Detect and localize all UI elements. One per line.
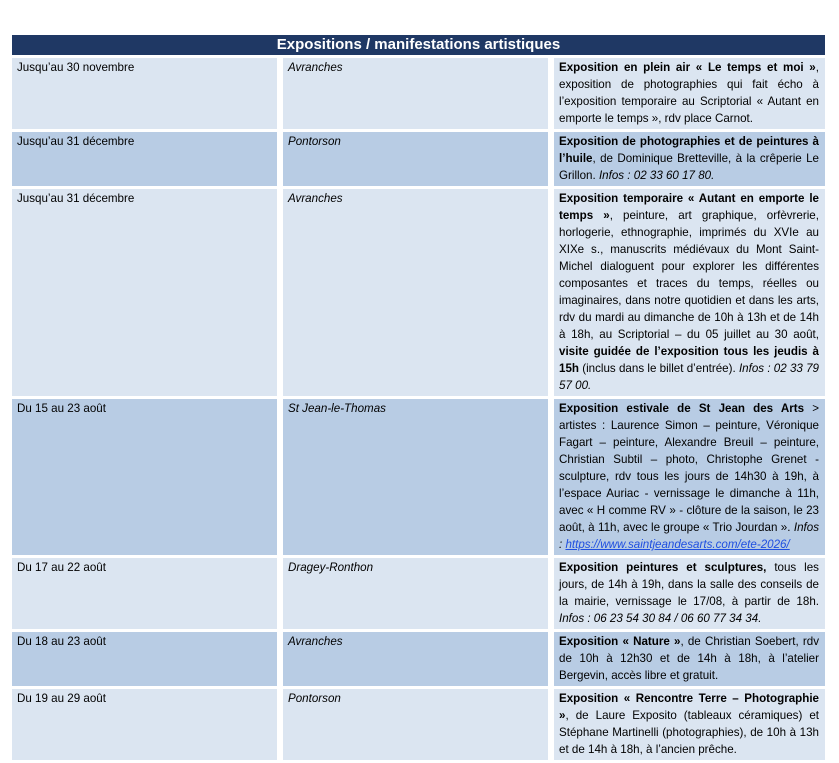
place-cell: Pontorson [283,132,554,186]
table-row [12,132,825,186]
description-cell [554,689,825,760]
event-title: Exposition « Nature » [559,635,681,648]
date-cell: Du 18 au 23 août [12,632,283,686]
event-title: Exposition temporaire « Autant en emporte le temps » [559,192,819,222]
place-cell: Avranches [283,58,554,129]
event-details: , peinture, art graphique, orfèvrerie, horlogerie, ethnographie, imprimés du XVIe au XIXe s., manuscrits médiévaux du Mont Saint-Michel dialoguent pour explorer les différentes composantes et traces du temps, réelles ou imaginaires, dans notre quotidien et dans les arts, rdv du mardi au dimanche de 10h à 13h et de 14h à 18h, au Scriptorial – du 05 juillet au 30 août, [559,209,819,341]
events-table [12,32,825,763]
event-title: Exposition peintures et sculptures, [559,561,767,574]
table-row [12,399,825,555]
event-details: , exposition de photographies qui fait écho à l’exposition temporaire au Scriptorial « Autant en emporte le temps », rdv place Carnot. [559,61,819,125]
table-row [12,632,825,686]
description-cell [554,132,825,186]
event-highlight: visite guidée de l’exposition tous les jeudis à 15h [559,345,819,375]
event-details: , de Dominique Bretteville, à la crêperie Le Grillon. [559,152,819,182]
table-title: Expositions / manifestations artistiques [12,35,825,55]
description-cell [554,558,825,629]
table-row [12,189,825,396]
description-cell [554,189,825,396]
date-cell: Du 17 au 22 août [12,558,283,629]
event-details: , de Laure Exposito (tableaux céramiques) et Stéphane Martinelli (photographies), de 10h à 13h et de 14h à 18h, à l’ancien prêche. [559,709,819,756]
website-link[interactable]: https://www.saintjeandesarts.com/ete-2026/ [565,538,790,551]
date-cell: Du 19 au 29 août [12,689,283,760]
event-details: > artistes : Laurence Simon – peinture, Véronique Fagart – peinture, Alexandre Breuil – peinture, Christian Subtil – photo, Christophe Grenet - sculpture, rdv tous les jours de 14h30 à 19h, à l’espace Auriac - vernissage le dimanche à 11h, avec « H comme RV » - clôture de la saison, le 23 août, à 11h, avec le groupe « Trio Jourdan ». [559,402,819,534]
event-details: , de Christian Soebert, rdv de 10h à 12h30 et de 14h à 18h, à l’atelier Bergevin, accès libre et gratuit. [559,635,820,682]
place-cell: St Jean-le-Thomas [283,399,554,555]
table-row [12,58,825,129]
event-info: Infos : 02 33 60 17 80. [598,169,715,182]
description-cell [554,399,825,555]
event-details-extra: (inclus dans le billet d’entrée). [578,362,739,375]
table-header-row [12,35,825,55]
date-cell: Jusqu’au 31 décembre [12,132,283,186]
place-cell: Avranches [283,632,554,686]
place-cell: Dragey-Ronthon [283,558,554,629]
event-title: Exposition estivale de St Jean des Arts [559,402,805,415]
place-cell: Avranches [283,189,554,396]
event-info: Infos : [559,521,819,551]
event-title: Exposition « Rencontre Terre – Photographie » [559,692,819,722]
date-cell: Jusqu’au 31 décembre [12,189,283,396]
table-row [12,689,825,760]
date-cell: Jusqu’au 30 novembre [12,58,283,129]
event-title: Exposition de photographies et de peintures à l’huile [559,135,819,165]
date-cell: Du 15 au 23 août [12,399,283,555]
table-row [12,558,825,629]
event-info: Infos : 02 33 79 57 00. [559,362,819,392]
description-cell [554,632,825,686]
event-title: Exposition en plein air « Le temps et moi » [559,61,816,74]
place-cell: Pontorson [283,689,554,760]
event-details: tous les jours, de 14h à 19h, dans la salle des conseils de la mairie, vernissage le 17/08, à partir de 18h. [559,561,819,608]
description-cell [554,58,825,129]
event-info: Infos : 06 23 54 30 84 / 06 60 77 34 34. [559,612,762,625]
